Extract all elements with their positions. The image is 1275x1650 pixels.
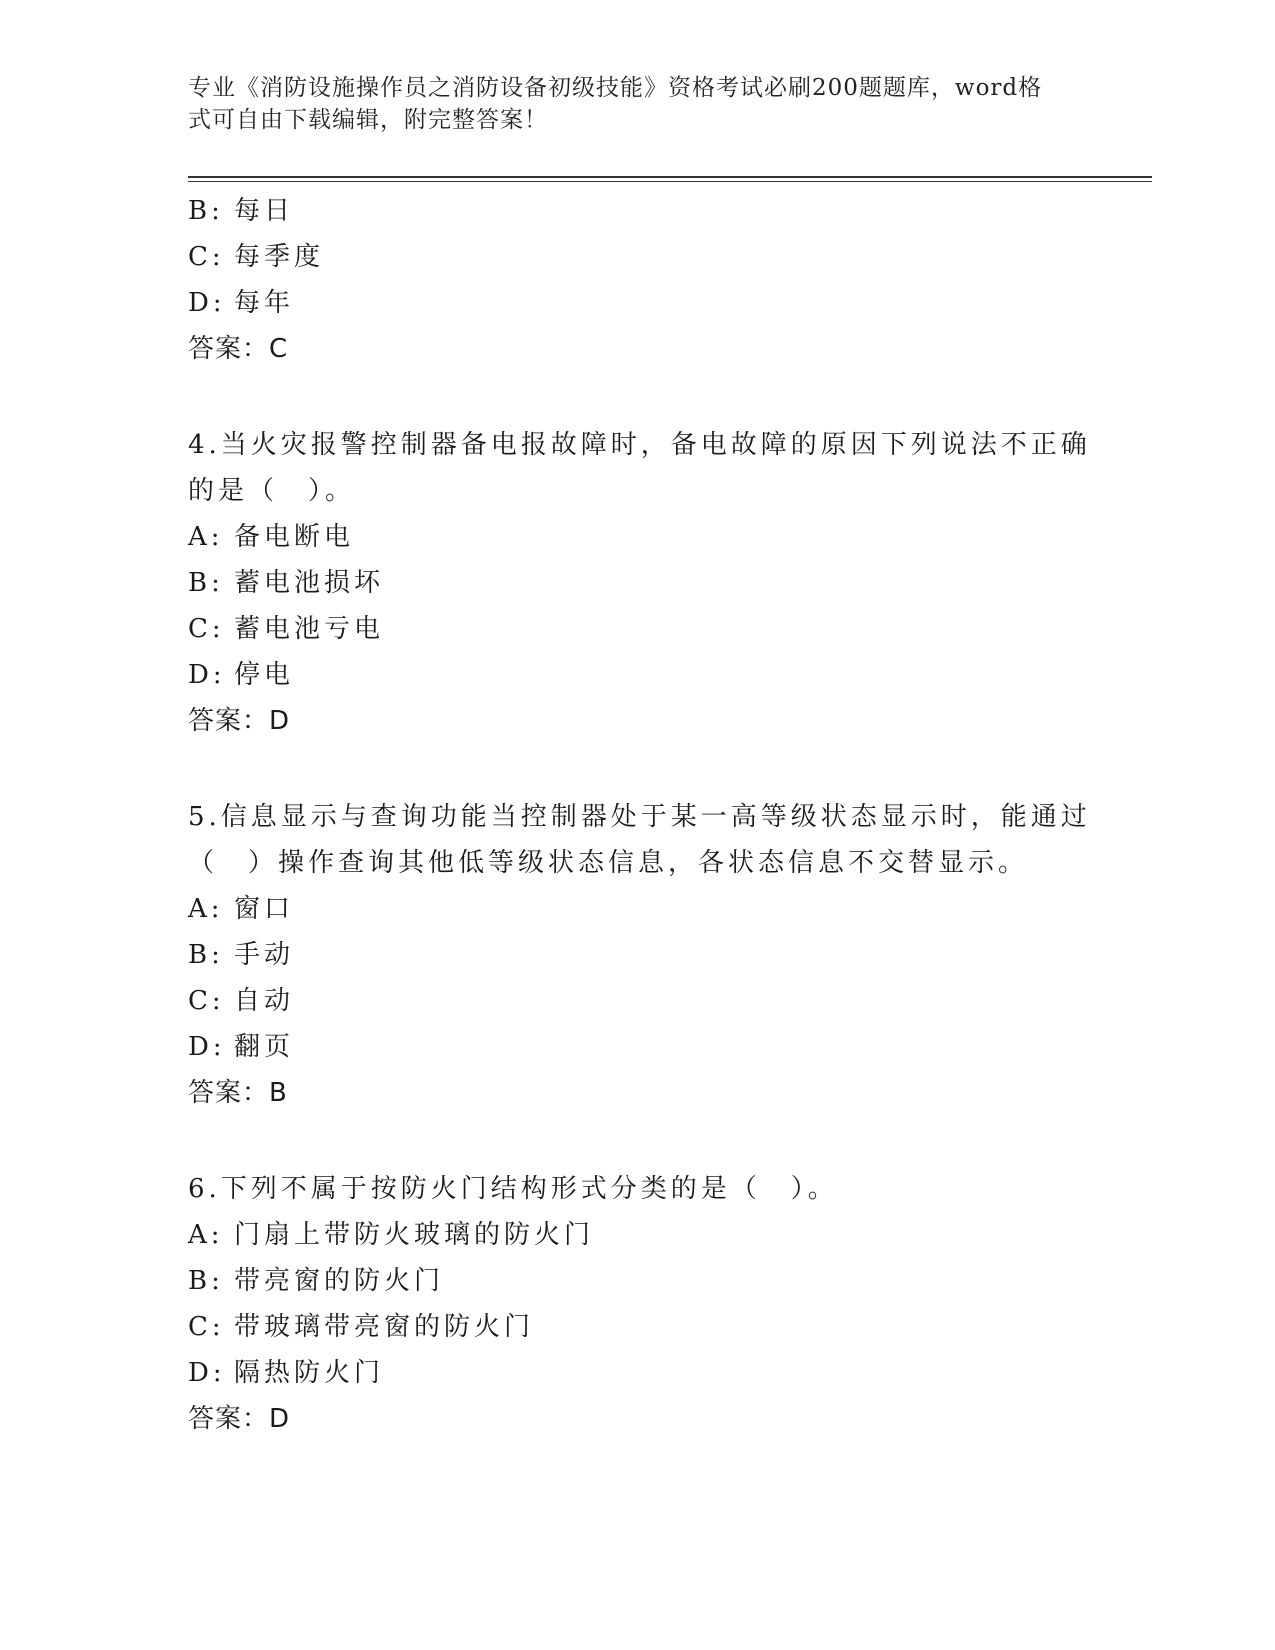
option-text: 蓄电池亏电 bbox=[234, 614, 385, 644]
option-a bbox=[188, 886, 1068, 932]
spacer bbox=[188, 1116, 1068, 1166]
answer: 答案：D bbox=[188, 706, 291, 736]
option-c bbox=[188, 978, 1068, 1024]
question-list bbox=[188, 188, 1091, 1442]
option-label: C: bbox=[188, 242, 225, 272]
option-text: 手动 bbox=[234, 940, 295, 970]
option-label: B: bbox=[188, 568, 224, 598]
option-text: 停电 bbox=[234, 660, 295, 690]
question-stem: 4.当火灾报警控制器备电报故障时，备电故障的原因下列说法不正确 bbox=[188, 430, 1091, 460]
option-text: 翻页 bbox=[234, 1032, 295, 1062]
option-d bbox=[188, 1350, 1068, 1396]
option-label: D: bbox=[188, 288, 226, 318]
question-stem-continued: （ ）操作查询其他低等级状态信息，各状态信息不交替显示。 bbox=[188, 848, 1029, 878]
option-b bbox=[188, 188, 1068, 234]
option-label: B: bbox=[188, 196, 224, 226]
header-line-1: 专业《消防设施操作员之消防设备初级技能》资格考试必刷200题题库，word格 bbox=[188, 75, 1043, 101]
option-d bbox=[188, 1024, 1068, 1070]
answer: 答案：C bbox=[188, 334, 289, 364]
option-label: A: bbox=[188, 522, 224, 552]
option-text: 每日 bbox=[234, 196, 295, 226]
document-header bbox=[188, 72, 1068, 136]
answer: 答案：D bbox=[188, 1404, 291, 1434]
option-label: D: bbox=[188, 660, 226, 690]
option-a bbox=[188, 1212, 1068, 1258]
header-line-2: 式可自由下载编辑，附完整答案！ bbox=[188, 107, 548, 133]
option-b bbox=[188, 560, 1068, 606]
option-text: 蓄电池损坏 bbox=[234, 568, 385, 598]
question-3 bbox=[188, 188, 1068, 372]
question-4 bbox=[188, 422, 1091, 744]
option-c bbox=[188, 234, 1068, 280]
option-text: 隔热防火门 bbox=[234, 1358, 385, 1388]
question-5 bbox=[188, 794, 1091, 1116]
option-d bbox=[188, 652, 1068, 698]
option-text: 每季度 bbox=[234, 242, 325, 272]
answer: 答案：B bbox=[188, 1078, 288, 1108]
option-label: A: bbox=[188, 1220, 224, 1250]
question-stem: 6.下列不属于按防火门结构形式分类的是（ ）。 bbox=[188, 1174, 838, 1204]
option-label: D: bbox=[188, 1032, 226, 1062]
option-c bbox=[188, 1304, 1068, 1350]
question-stem: 5.信息显示与查询功能当控制器处于某一高等级状态显示时，能通过 bbox=[188, 802, 1091, 832]
option-a bbox=[188, 514, 1068, 560]
spacer bbox=[188, 372, 1068, 422]
option-label: C: bbox=[188, 1312, 225, 1342]
option-label: C: bbox=[188, 614, 225, 644]
option-b bbox=[188, 1258, 1068, 1304]
option-d bbox=[188, 280, 1068, 326]
option-label: B: bbox=[188, 1266, 224, 1296]
option-text: 自动 bbox=[234, 986, 295, 1016]
question-stem-continued: 的是（ ）。 bbox=[188, 476, 356, 506]
option-c bbox=[188, 606, 1068, 652]
option-b bbox=[188, 932, 1068, 978]
option-text: 带亮窗的防火门 bbox=[234, 1266, 445, 1296]
option-text: 每年 bbox=[234, 288, 295, 318]
option-label: B: bbox=[188, 940, 224, 970]
header-divider bbox=[188, 176, 1152, 182]
option-label: A: bbox=[188, 894, 224, 924]
question-6 bbox=[188, 1166, 1068, 1442]
option-label: D: bbox=[188, 1358, 226, 1388]
option-text: 备电断电 bbox=[234, 522, 355, 552]
option-text: 带玻璃带亮窗的防火门 bbox=[234, 1312, 535, 1342]
option-text: 窗口 bbox=[234, 894, 295, 924]
spacer bbox=[188, 744, 1068, 794]
option-text: 门扇上带防火玻璃的防火门 bbox=[234, 1220, 595, 1250]
option-label: C: bbox=[188, 986, 225, 1016]
